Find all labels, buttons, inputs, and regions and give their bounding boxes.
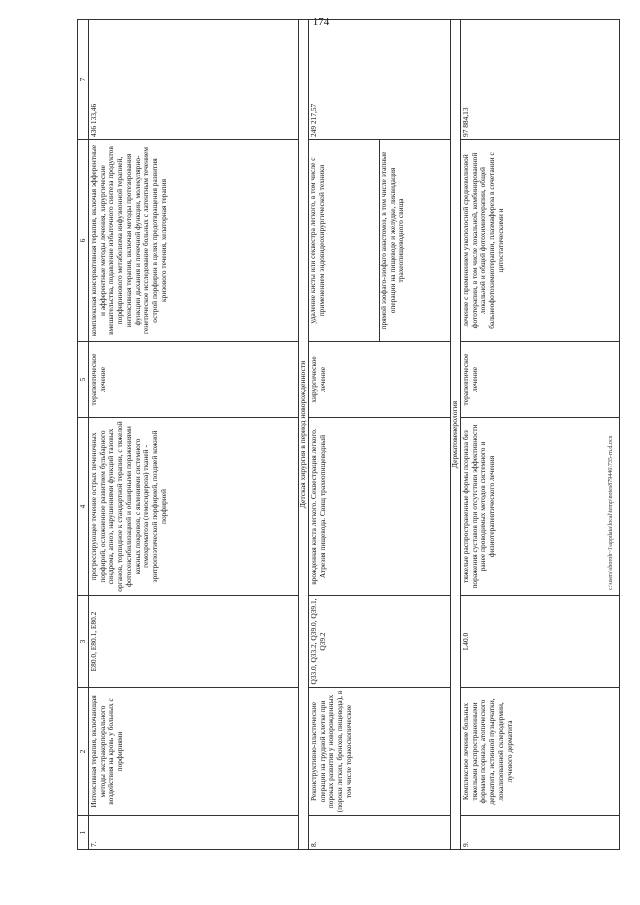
cost-value: 249 217,57 xyxy=(309,20,451,140)
icd-codes: Q33.0, Q33.2, Q39.0, Q39.1, Q39.2 xyxy=(309,596,451,688)
row-number: 8. xyxy=(309,816,451,850)
footer-file-path: c:\users\sboroh~1\appdata\local\temp\notes879446\735-rn.d.ocx xyxy=(608,435,614,590)
page-number: 174 xyxy=(312,16,330,28)
treatment-method: лечение с применением узкополосной средневолновой фототерапии, в том числе локальной, комбинированной локальной и общей фотохимиотерапии, общей бальнеофотохимиотерапии, плазмафереза в сочетании с цитостатическими и xyxy=(461,140,620,342)
header-cell: 6 xyxy=(78,140,89,342)
patient-model: врожденная киста легкого. Секвестрация легкого. Атрезия пищевода. Свищ трахеопищеводный xyxy=(309,418,451,596)
method-part: прямой эзофаго-эзофаго анастомоз, в том числе этапные операции на пищеводе и желудке, ликвидация трахеопищеводного свища xyxy=(380,140,451,341)
landscape-table-sheet xyxy=(77,20,620,850)
header-cell: 1 xyxy=(78,816,89,850)
table-row xyxy=(309,20,451,850)
row-number: 9. xyxy=(461,816,620,850)
method-part: удаление кисты или секвестра легкого, в том числе с применением эндовидеохирургической техники xyxy=(308,157,326,324)
section-header-row xyxy=(451,20,461,850)
cost-value: 97 884,13 xyxy=(461,20,620,140)
treatment-type: терапевтическое лечение xyxy=(461,342,620,418)
cost-value: 436 133,46 xyxy=(89,20,299,140)
section-header-row xyxy=(299,20,309,850)
header-cell: 3 xyxy=(78,596,89,688)
header-cell: 7 xyxy=(78,20,89,140)
icd-codes: L40.0 xyxy=(461,596,620,688)
header-cell: 2 xyxy=(78,688,89,816)
section-title: Детская хирургия в период новорожденности xyxy=(299,20,309,850)
section-title: Дерматовенерология xyxy=(451,20,461,850)
treatment-method-cell xyxy=(309,140,451,342)
table-row xyxy=(461,20,620,850)
icd-codes: E80.0, E80.1, E80.2 xyxy=(89,596,299,688)
treatment-table xyxy=(77,19,620,850)
patient-model: прогрессирующее течение острых печеночных порфирий, осложненное развитием бульбарного синдрома, апноэ, нарушениями функций тазовых органов, торпидное к стандартной терапии, с тяжелой фотосенсибилизацией и обширными поражениями кожных покровов, с явлениями системного гемохроматоза (гемосидероза) тканей - эритропоэтической порфирией, поздней кожной порфирией xyxy=(89,418,299,596)
treatment-type: хирургическое лечение xyxy=(309,342,451,418)
intervention-name: Реконструктивно-пластические операции на грудной клетке при пороках развития у новорожденных (пороки легких, бронхов, пищевода), в том числе торакоскопические xyxy=(309,688,451,816)
table-row xyxy=(89,20,299,850)
header-cell: 5 xyxy=(78,342,89,418)
treatment-type: терапевтическое лечение xyxy=(89,342,299,418)
patient-model: тяжелые распространенные формы псориаза без поражения суставов при отсутствии эффективности ранее проводимых методов системного и физиотерапевтического лечения xyxy=(461,418,620,596)
header-row xyxy=(78,20,89,850)
header-cell: 4 xyxy=(78,418,89,596)
intervention-name: Комплексное лечение больных тяжелыми распространенными формами псориаза, атопического дерматита, истинной пузырчатки, локализованной склеродермии, лучевого дерматита xyxy=(461,688,620,816)
intervention-name: Интенсивная терапия, включающая методы экстракорпорального воздействия на кровь у больных с порфириями xyxy=(89,688,299,816)
method-subtable xyxy=(309,140,450,341)
row-number: 7. xyxy=(89,816,299,850)
treatment-method: комплексная консервативная терапия, включая эфферентные и афферентные методы лечения, хирургические вмешательства, подавление избыточного синтеза продуктов порфиринового метаболизма инфузионной терапией, интенсивная терапия, включая методы протезирования функции дыхания и почечной функции, молекулярно-генетическое исследование больных с латентным течением острой порфирии в целях предотвращения развития кризового течения, хелаторная терапия xyxy=(89,140,299,342)
